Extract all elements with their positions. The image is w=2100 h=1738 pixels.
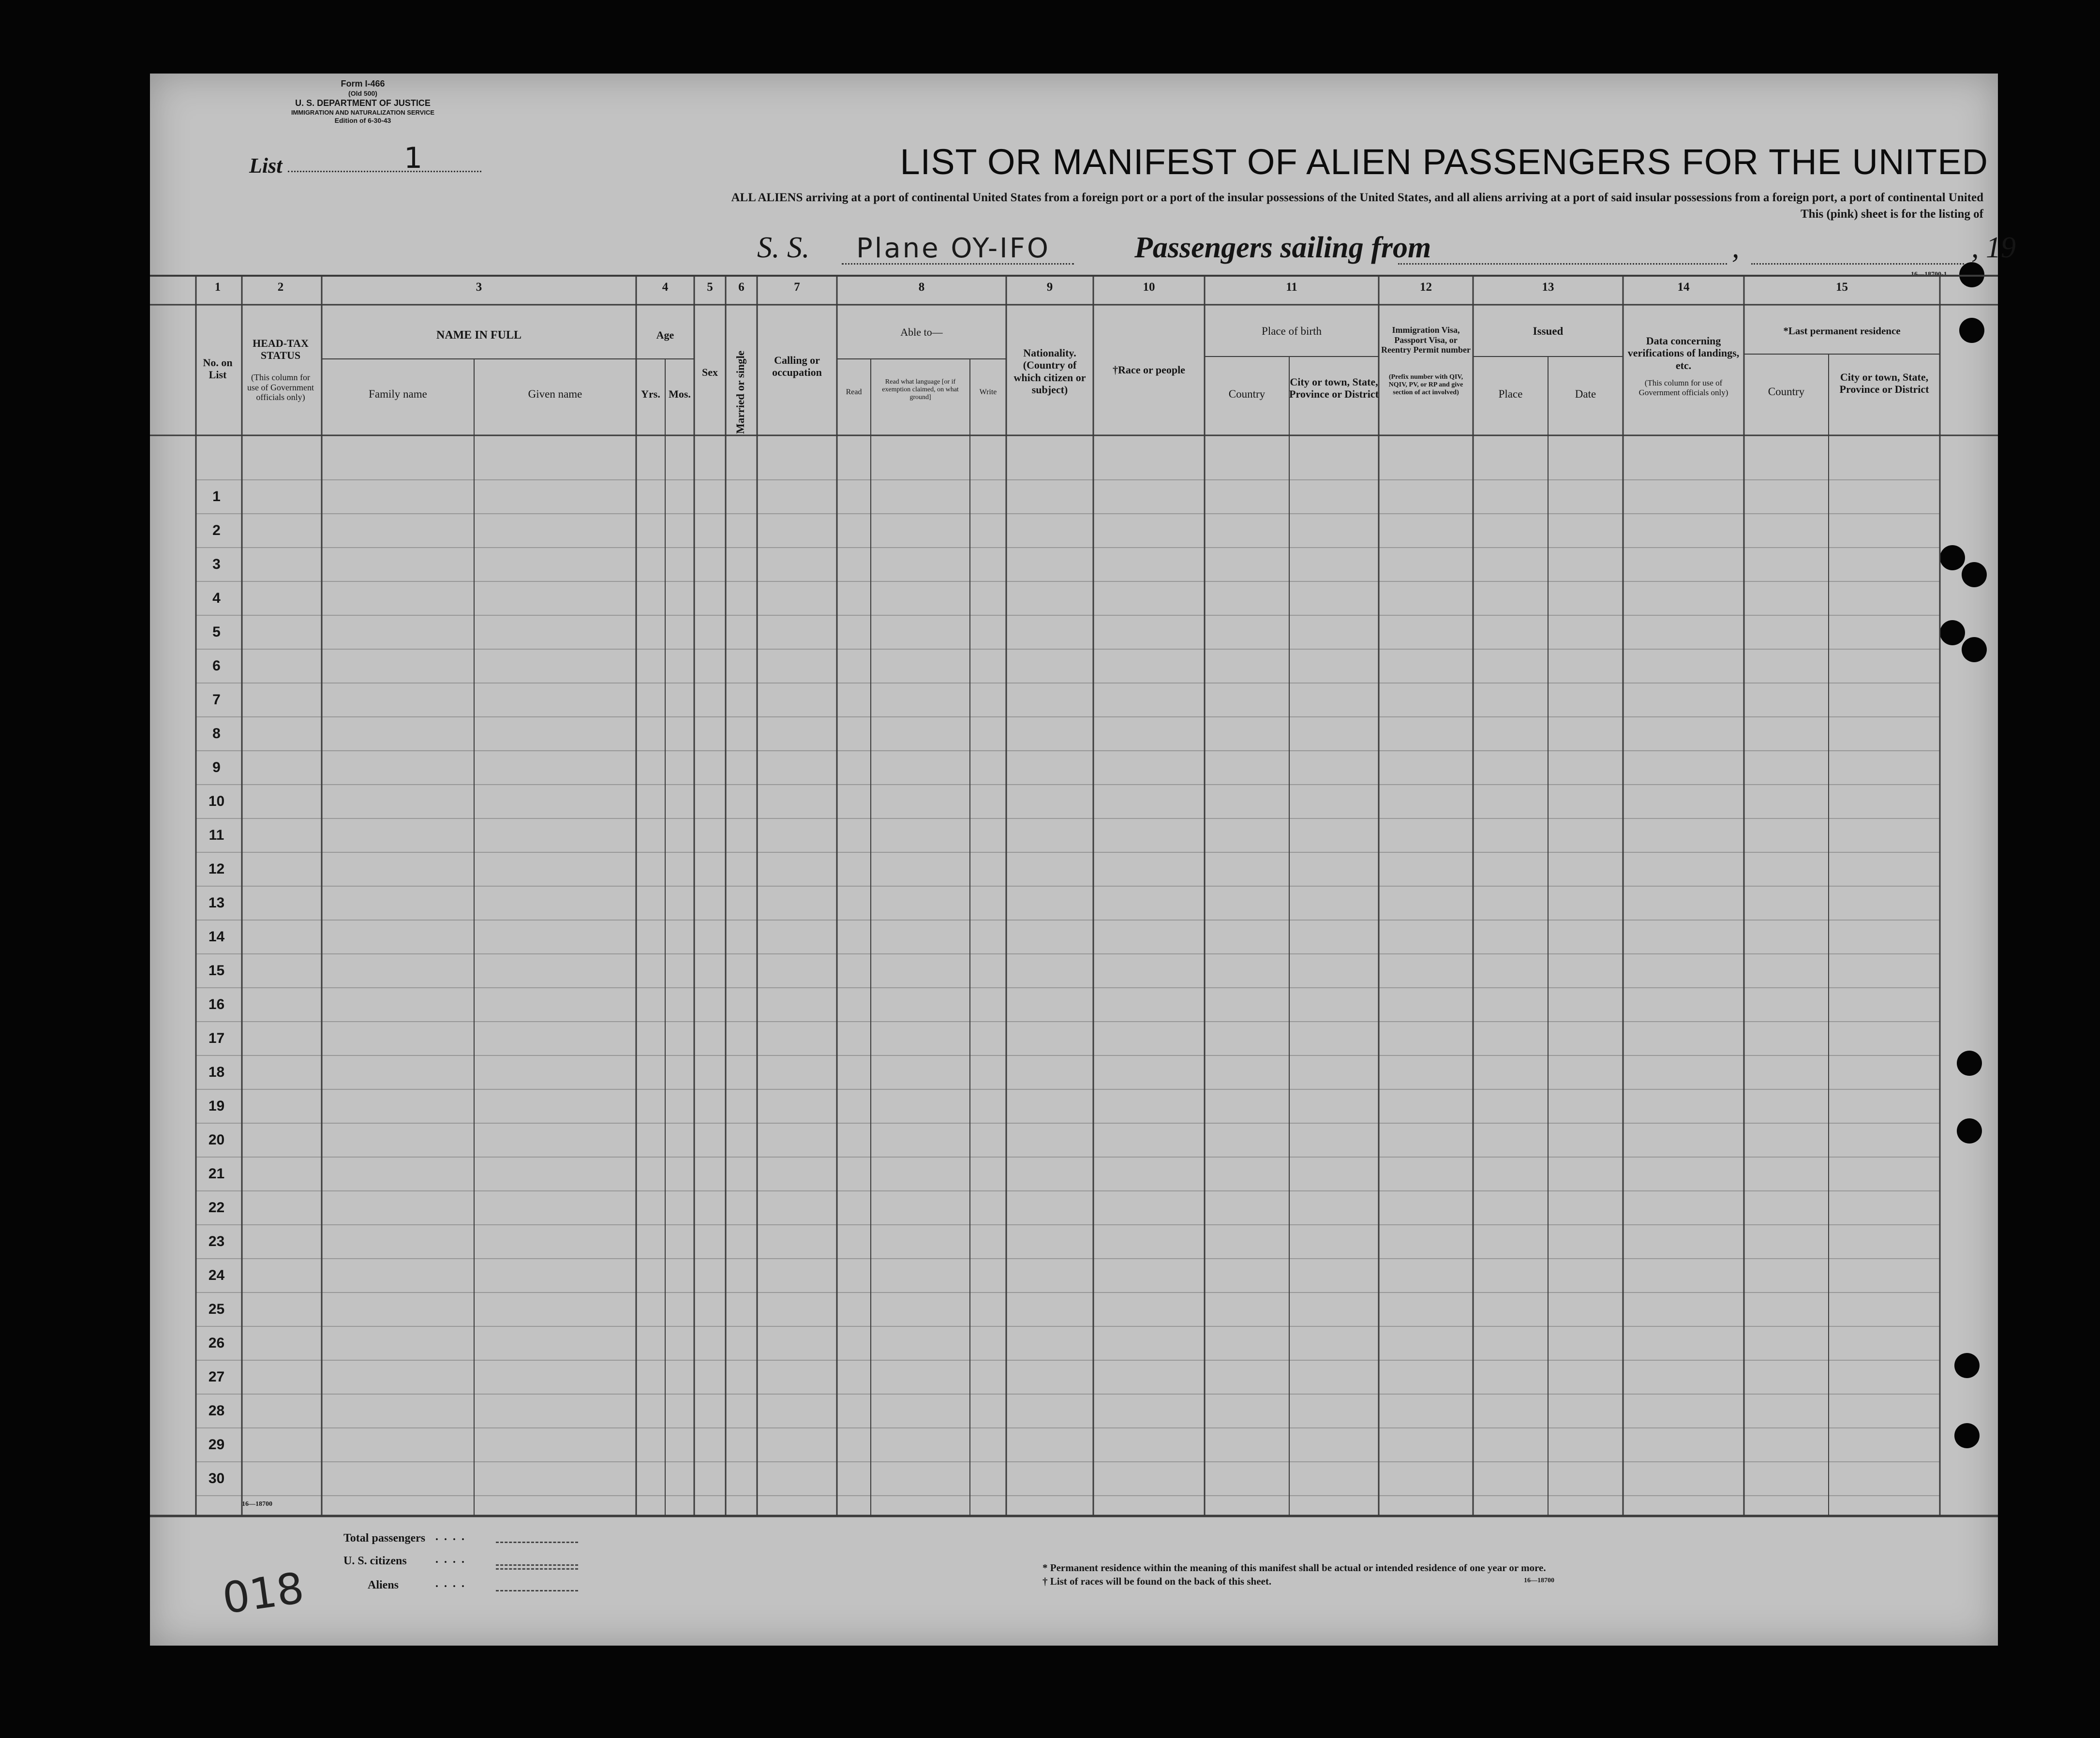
vessel-line: S. S. Plane OY-IFO Passengers sailing from , , 19 bbox=[757, 231, 2016, 264]
row-number: 29 bbox=[208, 1437, 225, 1453]
row-number: 7 bbox=[212, 692, 221, 708]
sailing-label: Passengers sailing from bbox=[1134, 231, 1431, 264]
header-family-name: Family name bbox=[369, 388, 427, 400]
column-number: 4 bbox=[662, 281, 669, 294]
header-able-to: Able to— bbox=[900, 326, 943, 338]
row-number: 27 bbox=[208, 1369, 225, 1385]
form-number: Form I-466 bbox=[341, 79, 385, 89]
row-number: 8 bbox=[212, 726, 221, 742]
row-number: 2 bbox=[212, 522, 221, 538]
column-number: 14 bbox=[1677, 281, 1690, 294]
header-age: Age bbox=[656, 329, 674, 341]
column-number: 8 bbox=[918, 281, 925, 294]
year-prefix: 19 bbox=[1986, 231, 2016, 264]
header-last-residence: *Last permanent residence bbox=[1783, 325, 1901, 337]
column-number: 15 bbox=[1836, 281, 1848, 294]
row-number: 21 bbox=[208, 1166, 225, 1182]
header-name-in-full: NAME IN FULL bbox=[436, 329, 521, 342]
column-number: 12 bbox=[1420, 281, 1432, 294]
row-number: 19 bbox=[208, 1098, 225, 1114]
header-calling: Calling or occupation bbox=[772, 354, 822, 379]
row-number: 12 bbox=[208, 861, 225, 877]
list-label: List bbox=[249, 154, 283, 178]
row-number: 16 bbox=[208, 996, 225, 1012]
vessel-name-handwritten: Plane OY-IFO bbox=[856, 233, 1050, 264]
column-number: 6 bbox=[738, 281, 745, 294]
column-number: 10 bbox=[1143, 281, 1155, 294]
footnote-list-of-races: † List of races will be found on the back of this sheet. bbox=[1043, 1575, 1272, 1588]
bottom-print-code: 16—18700 bbox=[242, 1500, 272, 1508]
row-number: 26 bbox=[208, 1335, 225, 1351]
header-visa-note: (Prefix number with QIV, NQIV, PV, or RP and give section of act involved) bbox=[1388, 373, 1463, 397]
row-number: 18 bbox=[208, 1064, 225, 1080]
header-sex: Sex bbox=[702, 366, 718, 378]
us-citizens-label: U. S. citizens bbox=[343, 1555, 407, 1567]
us-citizens-field[interactable] bbox=[496, 1564, 578, 1566]
row-number: 24 bbox=[208, 1267, 225, 1283]
footnotes bbox=[1043, 1561, 1546, 1589]
header-issued-date: Date bbox=[1575, 388, 1596, 400]
row-number: 22 bbox=[208, 1200, 225, 1216]
subtitle-line-1: ALL ALIENS arriving at a port of continental United States from a foreign port or a port of the insular possessions of the United States, and all aliens arriving at a port of said insular possessions from a foreign port, a port of continental United bbox=[731, 191, 1983, 204]
header-place-of-birth: Place of birth bbox=[1262, 325, 1322, 337]
header-no-on-list: No. on List bbox=[203, 357, 233, 381]
header-race: †Race or people bbox=[1113, 364, 1185, 376]
service: IMMIGRATION AND NATURALIZATION SERVICE bbox=[291, 108, 435, 116]
column-number: 9 bbox=[1046, 281, 1053, 294]
row-number: 20 bbox=[208, 1132, 225, 1148]
footer-print-code: 16—18700 bbox=[1524, 1577, 1554, 1584]
header-read-language: Read what language [or if exemption claimed, on what ground] bbox=[882, 378, 959, 401]
header-residence-country: Country bbox=[1768, 386, 1805, 398]
header-verifications-note: (This column for use of Government officials only) bbox=[1638, 378, 1728, 397]
header-visa: Immigration Visa, Passport Visa, or Reentry Permit number bbox=[1381, 325, 1471, 355]
header-head-tax: HEAD-TAX STATUS bbox=[253, 337, 309, 362]
column-number: 2 bbox=[277, 281, 284, 294]
header-verifications: Data concerning verifications of landings, etc. bbox=[1627, 335, 1740, 371]
manifest-table-grid bbox=[150, 74, 1998, 1646]
row-number: 3 bbox=[212, 556, 221, 572]
ss-label: S. S. bbox=[757, 231, 810, 264]
header-read: Read bbox=[846, 388, 862, 396]
row-number: 28 bbox=[208, 1403, 225, 1419]
total-passengers-label: Total passengers bbox=[343, 1532, 426, 1545]
edition: Edition of 6-30-43 bbox=[334, 116, 391, 124]
column-number: 1 bbox=[214, 281, 221, 294]
header-age-mos: Mos. bbox=[669, 388, 691, 400]
header-write: Write bbox=[979, 388, 997, 396]
header-issued: Issued bbox=[1533, 325, 1564, 337]
column-number: 13 bbox=[1542, 281, 1554, 294]
aliens-field[interactable] bbox=[496, 1590, 578, 1591]
top-print-code: 16—18700-1 bbox=[1911, 271, 1947, 278]
form-old-number: (Old 500) bbox=[348, 89, 377, 97]
row-number: 4 bbox=[212, 590, 221, 606]
row-number: 10 bbox=[208, 793, 225, 809]
header-given-name: Given name bbox=[528, 388, 582, 400]
footnote-permanent-residence: * Permanent residence within the meaning of this manifest shall be actual or intended residence of one year or more. bbox=[1043, 1562, 1546, 1574]
row-number: 30 bbox=[208, 1471, 225, 1486]
row-number: 1 bbox=[212, 489, 221, 505]
column-number: 3 bbox=[476, 281, 482, 294]
row-number: 23 bbox=[208, 1233, 225, 1249]
row-number: 17 bbox=[208, 1030, 225, 1046]
header-head-tax-note: (This column for use of Government officials only) bbox=[247, 372, 314, 402]
list-value: 1 bbox=[404, 141, 423, 175]
us-citizens-field-underline bbox=[496, 1568, 578, 1570]
row-number: 14 bbox=[208, 929, 225, 945]
header-nationality: Nationality. (Country of which citizen or subject) bbox=[1013, 347, 1086, 396]
row-number: 15 bbox=[208, 963, 225, 979]
header-issued-place: Place bbox=[1498, 388, 1523, 400]
subtitle-line-2: This (pink) sheet is for the listing of bbox=[1800, 207, 1983, 221]
header-married-or-single: Married or single bbox=[734, 350, 746, 434]
row-number: 13 bbox=[208, 895, 225, 911]
column-number: 7 bbox=[794, 281, 800, 294]
header-age-yrs: Yrs. bbox=[641, 388, 660, 400]
header-birth-country: Country bbox=[1228, 388, 1266, 400]
aliens-label: Aliens bbox=[368, 1579, 399, 1591]
page-title: LIST OR MANIFEST OF ALIEN PASSENGERS FOR THE UNITED bbox=[900, 142, 1988, 182]
row-number: 9 bbox=[212, 759, 221, 775]
column-number: 11 bbox=[1286, 281, 1297, 294]
row-number: 11 bbox=[209, 827, 224, 843]
column-number: 5 bbox=[707, 281, 713, 294]
row-number: 5 bbox=[212, 624, 221, 640]
header-residence-city: City or town, State, Province or District bbox=[1839, 371, 1929, 396]
header-birth-city: City or town, State, Province or District bbox=[1289, 376, 1379, 401]
manifest-sheet: Form I-466 (Old 500) U. S. DEPARTMENT OF JUSTICE IMMIGRATION AND NATURALIZATION SERVICE Edition of 6-30-43 List 1 LIST OR MANIFEST OF ALIEN PASSENGERS FOR THE UNITED ALL ALIENS arriving at a port of continental United States from a foreign port or a port of the insular possessions of the United States, and all aliens arriving at a port of said insular possessions from a foreign port, a port of continental United This (pink) sheet is for the listing of S. S. Plane OY-IFO Passengers sailing from , , 19 16—18700-1 1 2 3 4 5 6 7 8 9 10 11 12 13 14 15 No. on List HEAD-TAX STATUS (This column for use of Government officials only) NAME IN FULL Family name Given name Age Yrs. Mos. Sex Married or single Calling or occupation Able to— Read Read what language [or if exemption claimed, on what ground] Write Nationality. (Country of which citizen or subject) †Race or people Place of birth Country City or town, State, Province or District Immigration Visa, Passport Visa, or Reentry Permit number (Prefix number with QIV, NQIV, PV, or RP and give section of act involved) Issued Place Date Data concerning verifications of landings, etc. (This column for use of Government officials only) *Last permanent residence Country City or town, State, Province or District 1 2 3 4 5 6 7 8 9 10 11 12 13 14 15 16 17 18 19 20 21 22 23 24 25 26 27 28 29 30 16—18700 018 Total passengers . . . . U. S. citizens . . . . Aliens . . . . * Permanent residence within the meaning of this manifest shall be actual or intended residence of one year or more. † List of races will be found on the back of this sheet. 16—18700 bbox=[150, 74, 1998, 1646]
row-number: 6 bbox=[212, 658, 221, 674]
handwritten-stamp-number: 018 bbox=[219, 1562, 307, 1624]
row-number: 25 bbox=[208, 1301, 225, 1317]
total-passengers-field[interactable] bbox=[496, 1542, 578, 1543]
department: U. S. DEPARTMENT OF JUSTICE bbox=[295, 98, 431, 108]
